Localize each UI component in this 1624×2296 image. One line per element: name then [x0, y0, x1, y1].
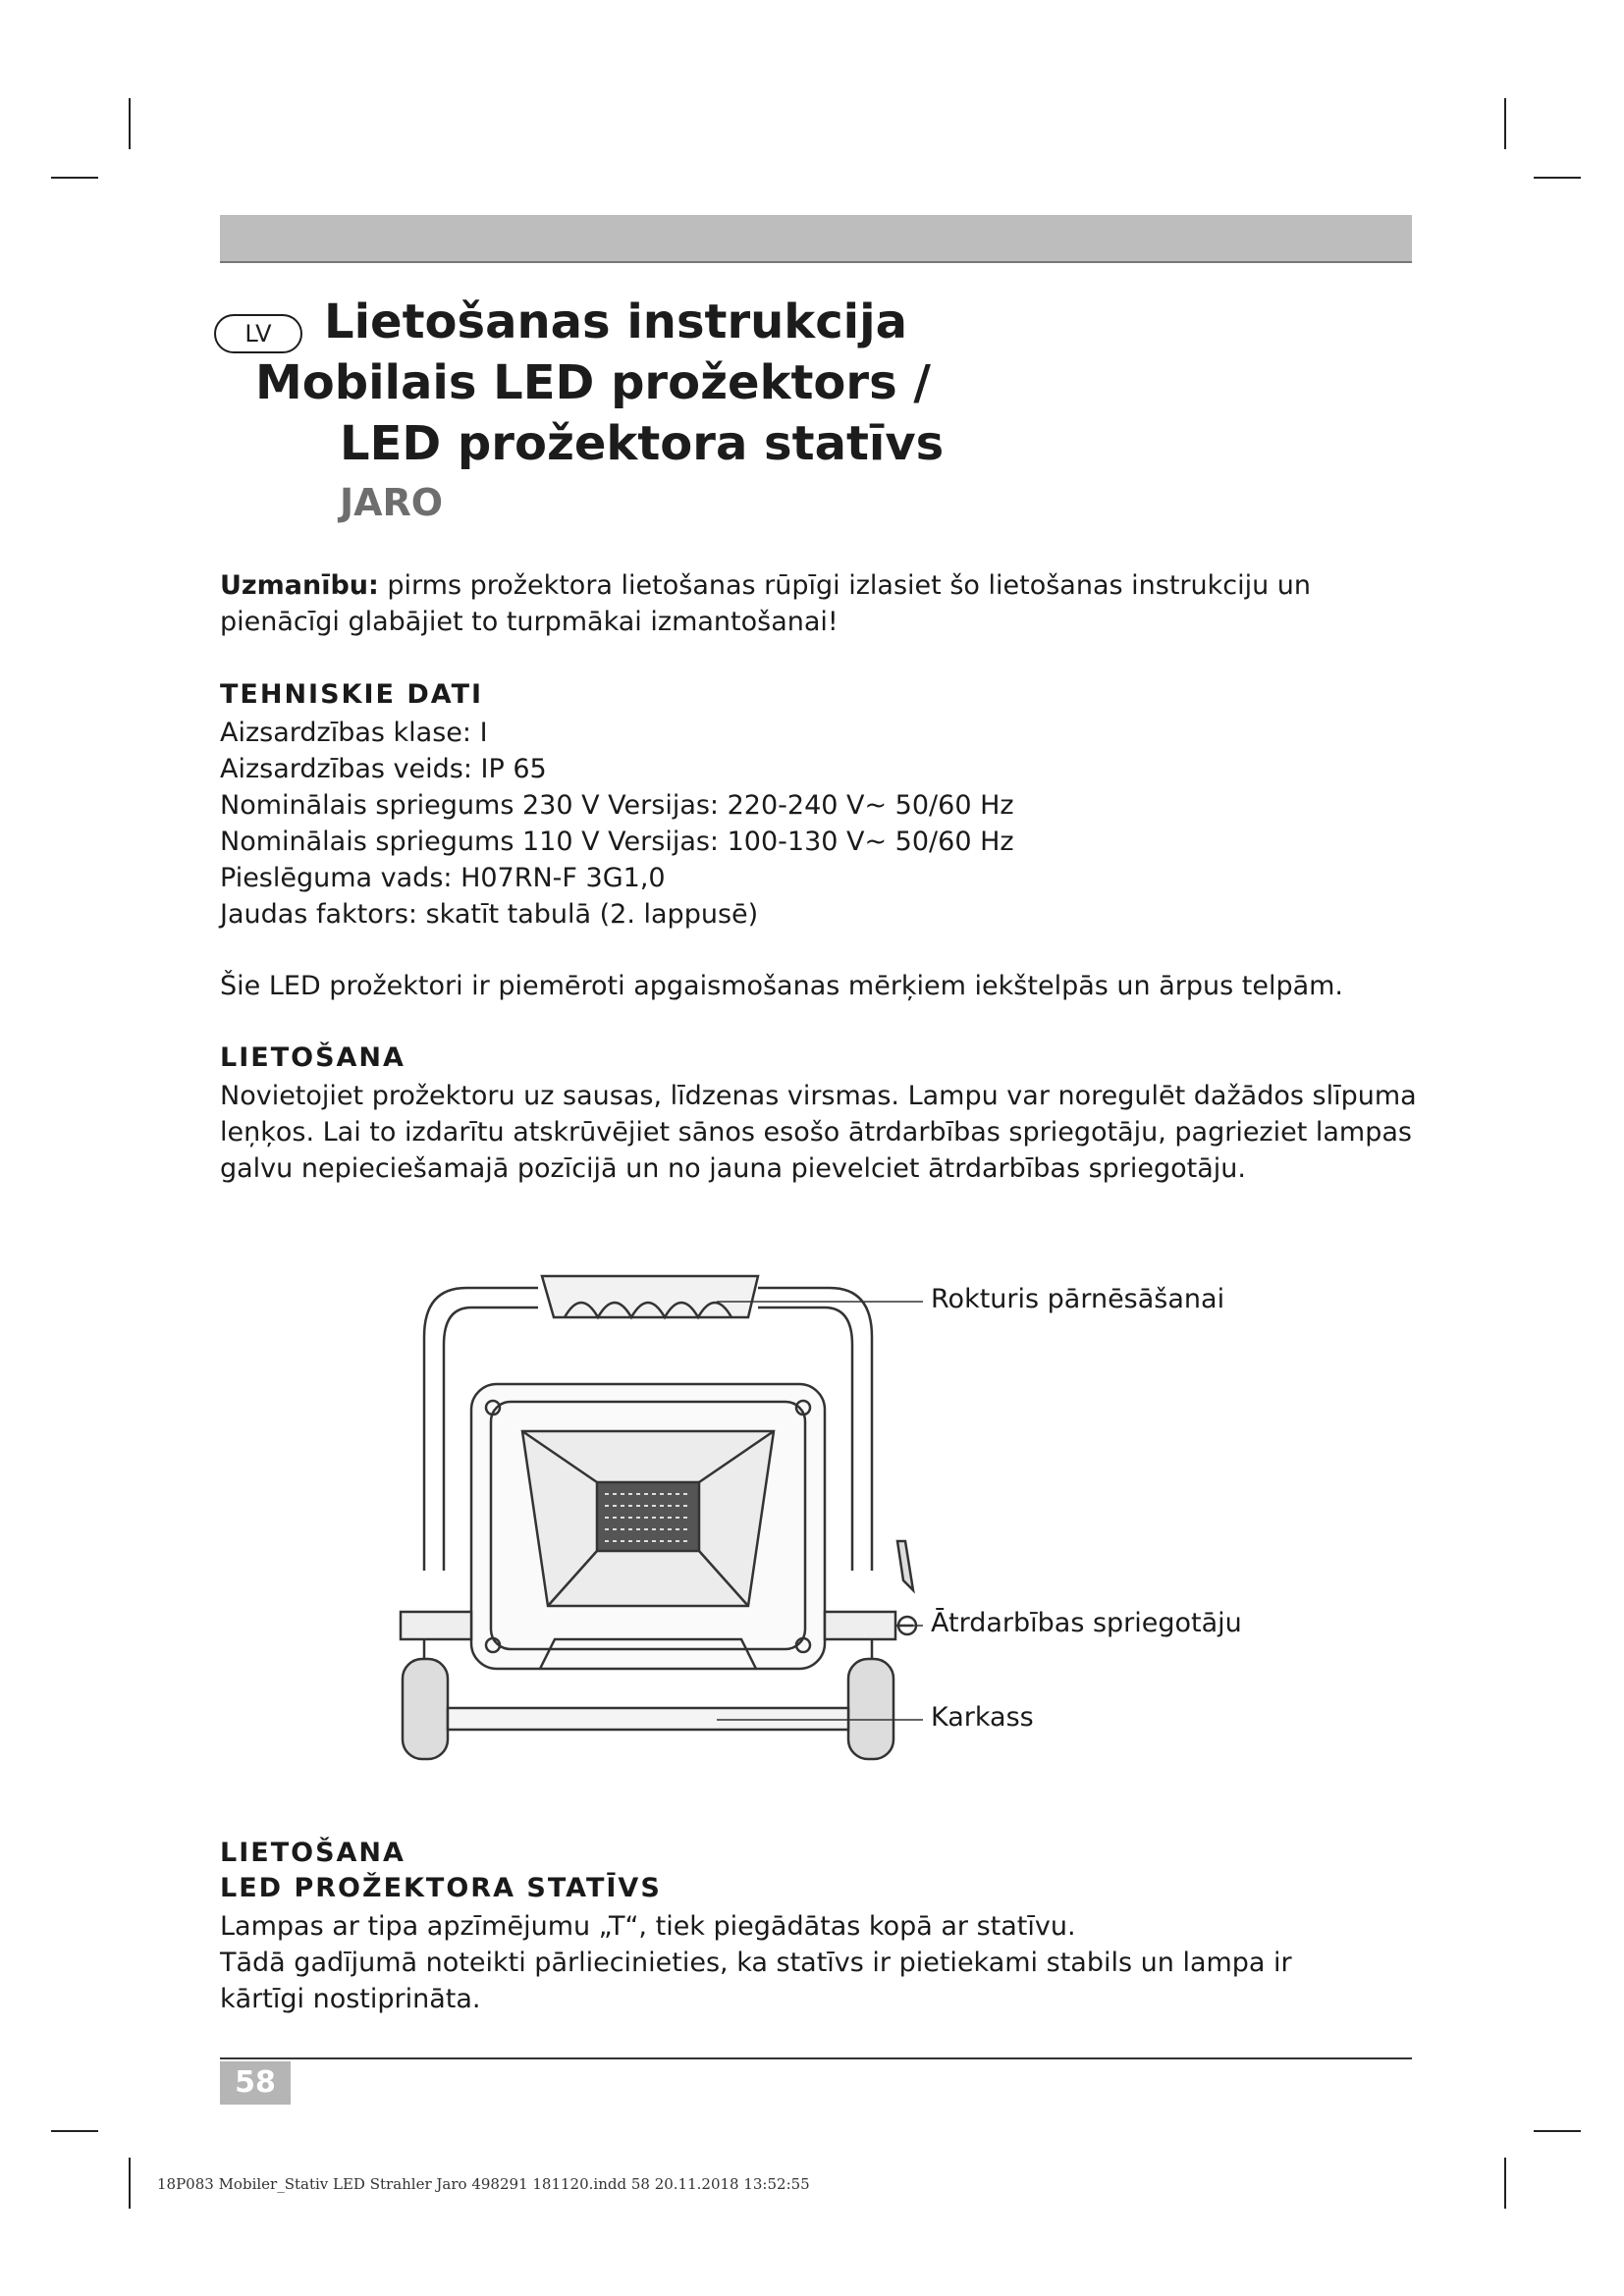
spec-line: Nominālais spriegums 110 V Versijas: 100-130 V~ 50/60 Hz — [220, 827, 1014, 857]
warning-paragraph — [220, 567, 1398, 640]
label-carry-handle: Rokturis pārnēsāšanai — [931, 1284, 1225, 1314]
crop-mark — [1504, 98, 1506, 149]
page-number: 58 — [220, 2061, 291, 2105]
label-quick-clamp: Ātrdarbības spriegotāju — [931, 1608, 1242, 1638]
warning-text: pirms prožektora lietošanas rūpīgi izlasiet šo lietošanas instrukciju un pienācīgi glabājiet to turpmākai izmantošanai! — [220, 570, 1312, 637]
stand-line-2: Tādā gadījumā noteikti pārliecinieties, ka statīvs ir pietiekami stabils un lampa ir kārtīgi nostiprināta. — [220, 1948, 1292, 2014]
crop-mark — [1504, 2158, 1506, 2209]
stand-heading-1: LIETOŠANA — [220, 1838, 406, 1868]
crop-mark — [1534, 177, 1581, 179]
carry-handle — [542, 1276, 758, 1317]
tech-note: Šie LED prožektori ir piemēroti apgaismošanas mērķiem iekštelpās un ārpus telpām. — [220, 971, 1344, 1001]
header-bar — [220, 215, 1412, 261]
print-slug: 18P083 Mobiler_Stativ LED Strahler Jaro 498291 181120.indd 58 20.11.2018 13:52:55 — [157, 2175, 810, 2193]
floodlight-figure — [393, 1247, 1276, 1796]
usage-paragraph: Novietojiet prožektoru uz sausas, līdzenas virsmas. Lampu var noregulēt dažādos slīpuma leņķos. Lai to izdarītu atskrūvējiet sānos esošo ātrdarbības spriegotāju, pagrieziet lampas galvu nepieciešamajā pozīcijā un no jauna pievelciet ātrdarbības spriegotāju. — [220, 1081, 1417, 1184]
label-frame: Karkass — [931, 1702, 1034, 1733]
usage-heading: LIETOŠANA — [220, 1042, 406, 1073]
spec-line: Jaudas faktors: skatīt tabulā (2. lappusē) — [220, 899, 759, 930]
tech-data-list — [220, 715, 1398, 933]
spec-line: Aizsardzības veids: IP 65 — [220, 754, 547, 784]
warning-label: Uzmanību: — [220, 570, 379, 601]
wheel-left — [403, 1659, 448, 1759]
header-rule — [220, 261, 1412, 263]
crop-mark — [129, 98, 131, 149]
title-line-3: LED prožektora statīvs — [340, 416, 945, 471]
tech-data-heading: TEHNISKIE DATI — [220, 679, 484, 710]
spec-line: Pieslēguma vads: H07RN-F 3G1,0 — [220, 863, 666, 893]
stand-line-1: Lampas ar tipa apzīmējumu „T“, tiek piegādātas kopā ar statīvu. — [220, 1911, 1076, 1942]
spec-line: Nominālais spriegums 230 V Versijas: 220-240 V~ 50/60 Hz — [220, 790, 1014, 821]
base-bar — [448, 1708, 848, 1730]
wheel-right — [848, 1659, 893, 1759]
crop-mark — [51, 177, 98, 179]
model-name: JARO — [340, 481, 444, 524]
stand-paragraph — [220, 1908, 1320, 2017]
title-line-2: Mobilais LED prožektors / — [255, 355, 931, 410]
crop-mark — [51, 2130, 98, 2132]
floodlight-drawing — [393, 1247, 1276, 1796]
stand-heading-2: LED PROŽEKTORA STATĪVS — [220, 1873, 662, 1903]
spec-line: Aizsardzības klase: I — [220, 718, 488, 748]
footer-rule — [220, 2057, 1412, 2059]
title-line-1: Lietošanas instrukcija — [324, 294, 907, 349]
crop-mark — [1534, 2130, 1581, 2132]
quick-release-clamp — [895, 1541, 913, 1626]
language-badge: LV — [214, 314, 302, 353]
crop-mark — [129, 2158, 131, 2209]
